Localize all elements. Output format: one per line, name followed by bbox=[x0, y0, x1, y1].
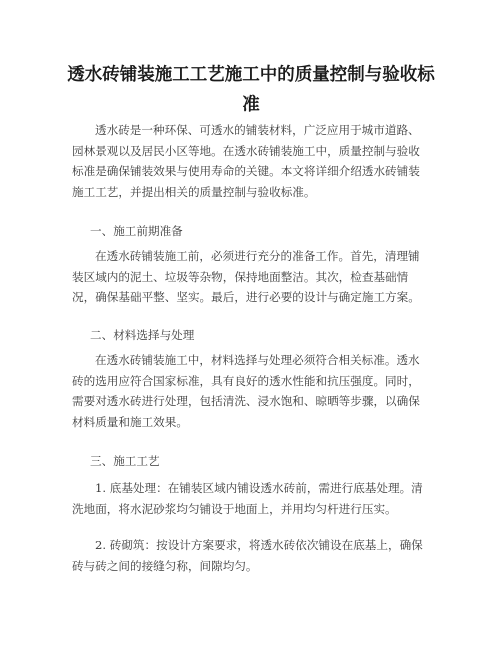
section-heading-materials: 二、材料选择与处理 bbox=[90, 328, 195, 342]
section-body-preparation: 在透水砖铺装施工前，必须进行充分的准备工作。首先，清理铺装区域内的泥土、垃圾等杂物，保持地面整洁。其次，检查基础情况，确保基础平整、坚实。最后，进行必要的设计与确定施工方案。 bbox=[72, 249, 420, 305]
section-heading-preparation: 一、施工前期准备 bbox=[90, 224, 183, 238]
document-title: 透水砖铺装施工工艺施工中的质量控制与验收标准 bbox=[67, 65, 435, 115]
intro-paragraph: 透水砖是一种环保、可透水的铺装材料，广泛应用于城市道路、园林景观以及居民小区等地。在透水砖铺装施工中，质量控制与验收标准是确保铺装效果与使用寿命的关键。本文将详细介绍透水砖铺装施工工艺，并提出相关的质量控制与验收标准。 bbox=[72, 123, 420, 199]
section-body-materials: 在透水砖铺装施工中，材料选择与处理必须符合相关标准。透水砖的选用应符合国家标准，具有良好的透水性能和抗压强度。同时，需要对透水砖进行处理，包括清洗、浸水饱和、晾晒等步骤，以确保材料质量和施工效果。 bbox=[72, 353, 420, 429]
section-heading-process: 三、施工工艺 bbox=[90, 454, 160, 468]
process-step-item: 1. 底基处理：在铺装区域内铺设透水砖前，需进行底基处理。清洗地面，将水泥砂浆均匀铺设于地面上，并用均匀杆进行压实。 bbox=[72, 481, 423, 516]
process-step-item: 2. 砖砌筑：按设计方案要求，将透水砖依次铺设在底基上，确保砖与砖之间的接缝匀称，间隙均匀。 bbox=[72, 538, 423, 573]
